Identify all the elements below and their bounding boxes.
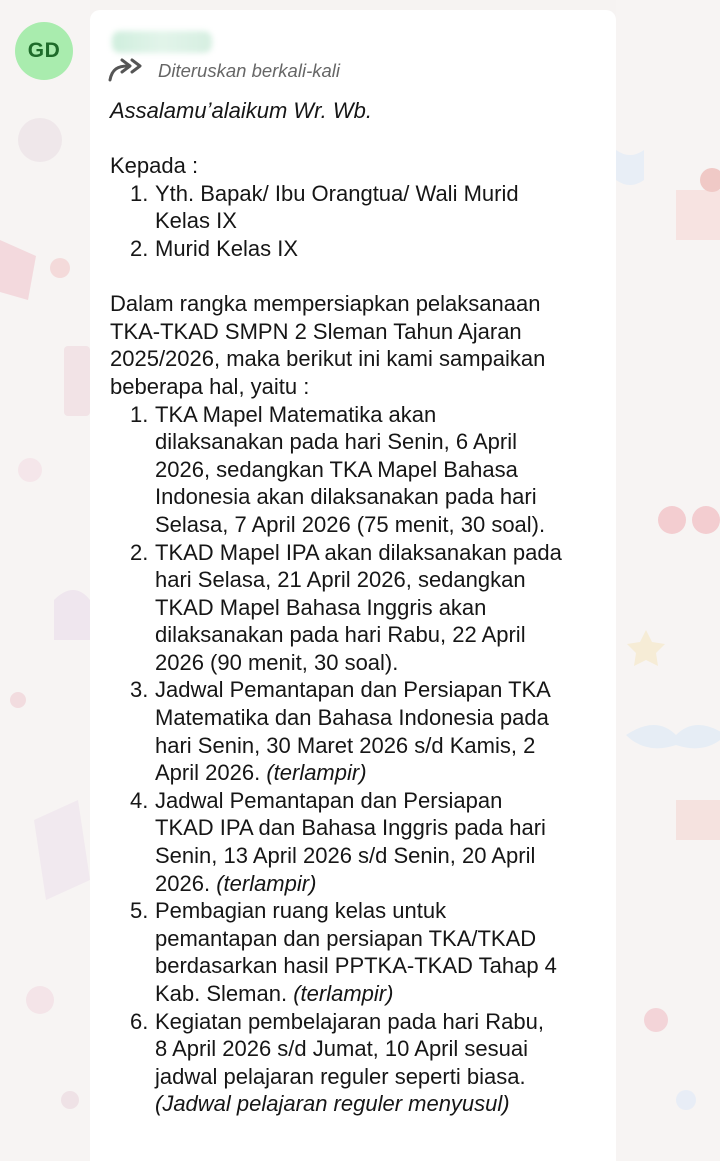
- recipient-heading: Kepada :: [110, 153, 199, 179]
- list-line: Matematika dan Bahasa Indonesia pada: [155, 705, 549, 731]
- list-line-text: April 2026.: [155, 760, 261, 786]
- list-line: 8 April 2026 s/d Jumat, 10 April sesuai: [155, 1036, 528, 1062]
- list-line: 2026 (90 menit, 30 soal).: [155, 649, 399, 675]
- list-line: jadwal pelajaran reguler seperti biasa.: [155, 1063, 526, 1089]
- agenda-item: [130, 401, 610, 539]
- recipient-item: [130, 180, 610, 235]
- list-line: Indonesia akan dilaksanakan pada hari: [155, 484, 537, 510]
- message-bubble[interactable]: [90, 10, 616, 1161]
- attachment-note: (terlampir): [266, 760, 367, 786]
- list-line: Selasa, 7 April 2026 (75 menit, 30 soal).: [155, 511, 546, 537]
- intro-line: TKA-TKAD SMPN 2 Sleman Tahun Ajaran: [110, 318, 522, 344]
- list-number: 2.: [130, 539, 149, 565]
- list-line: hari Selasa, 21 April 2026, sedangkan: [155, 567, 526, 593]
- agenda-item: [130, 539, 610, 677]
- wallpaper-decoration-left: [0, 0, 90, 1161]
- list-number: 3.: [130, 677, 149, 703]
- list-number: 4.: [130, 787, 149, 813]
- list-line: Kelas IX: [155, 208, 237, 234]
- list-line-text: 2026.: [155, 870, 211, 896]
- list-line: Jadwal Pemantapan dan Persiapan: [155, 787, 503, 813]
- list-line-text: Kab. Sleman.: [155, 981, 288, 1006]
- list-line: TKAD IPA dan Bahasa Inggris pada hari: [155, 815, 546, 841]
- blank-line: [110, 263, 610, 291]
- list-line: berdasarkan hasil PPTKA-TKAD Tahap 4: [155, 953, 557, 979]
- schedule-note: (Jadwal pelajaran reguler menyusul): [155, 1091, 510, 1117]
- list-line: TKAD Mapel IPA akan dilaksanakan pada: [155, 539, 562, 565]
- agenda-item: [130, 787, 610, 897]
- list-line: Yth. Bapak/ Ibu Orangtua/ Wali Murid: [155, 180, 519, 206]
- agenda-list: [110, 401, 610, 1118]
- intro-line: Dalam rangka mempersiapkan pelaksanaan: [110, 291, 541, 317]
- recipient-item: [130, 235, 610, 263]
- list-line: [155, 870, 610, 898]
- list-number: 5.: [130, 898, 149, 924]
- avatar-initials: GD: [27, 39, 61, 62]
- forwarded-label: Diteruskan berkali-kali: [158, 60, 340, 81]
- list-line: TKA Mapel Matematika akan: [155, 401, 437, 427]
- list-line: 2026, sedangkan TKA Mapel Bahasa: [155, 456, 518, 482]
- list-number: 6.: [130, 1008, 149, 1034]
- list-number: 1.: [130, 401, 149, 427]
- list-line: dilaksanakan pada hari Senin, 6 April: [155, 429, 518, 455]
- list-line: [155, 759, 610, 787]
- agenda-item: [130, 1008, 610, 1118]
- list-number: 2.: [130, 235, 149, 261]
- intro-line: 2025/2026, maka berikut ini kami sampaikan: [110, 346, 546, 372]
- list-line: Kegiatan pembelajaran pada hari Rabu,: [155, 1008, 544, 1034]
- attachment-note: (terlampir): [293, 981, 394, 1006]
- double-forward-arrow-icon: [108, 58, 146, 84]
- list-line: dilaksanakan pada hari Rabu, 22 April: [155, 622, 526, 648]
- agenda-item: [130, 897, 610, 1007]
- list-line: TKAD Mapel Bahasa Inggris akan: [155, 594, 487, 620]
- list-line: Senin, 13 April 2026 s/d Senin, 20 April: [155, 843, 536, 869]
- list-line: Jadwal Pemantapan dan Persiapan TKA: [155, 677, 551, 703]
- intro-line: beberapa hal, yaitu :: [110, 373, 310, 399]
- recipient-list: [110, 180, 610, 263]
- list-line: hari Senin, 30 Maret 2026 s/d Kamis, 2: [155, 732, 536, 758]
- agenda-item: [130, 676, 610, 786]
- list-line: pemantapan dan persiapan TKA/TKAD: [155, 925, 537, 951]
- list-line: [155, 980, 610, 1008]
- sender-avatar[interactable]: [15, 22, 73, 80]
- message-text: [110, 97, 610, 1118]
- forwarded-indicator: [108, 58, 340, 84]
- greeting: Assalamu’alaikum Wr. Wb.: [110, 98, 373, 123]
- blank-line: [110, 125, 610, 153]
- wallpaper-decoration-right: [616, 0, 720, 1161]
- list-line: Pembagian ruang kelas untuk: [155, 898, 447, 924]
- attachment-note: (terlampir): [216, 870, 317, 896]
- list-line: Murid Kelas IX: [155, 235, 299, 261]
- sender-name-redacted: [112, 31, 212, 53]
- list-number: 1.: [130, 180, 149, 206]
